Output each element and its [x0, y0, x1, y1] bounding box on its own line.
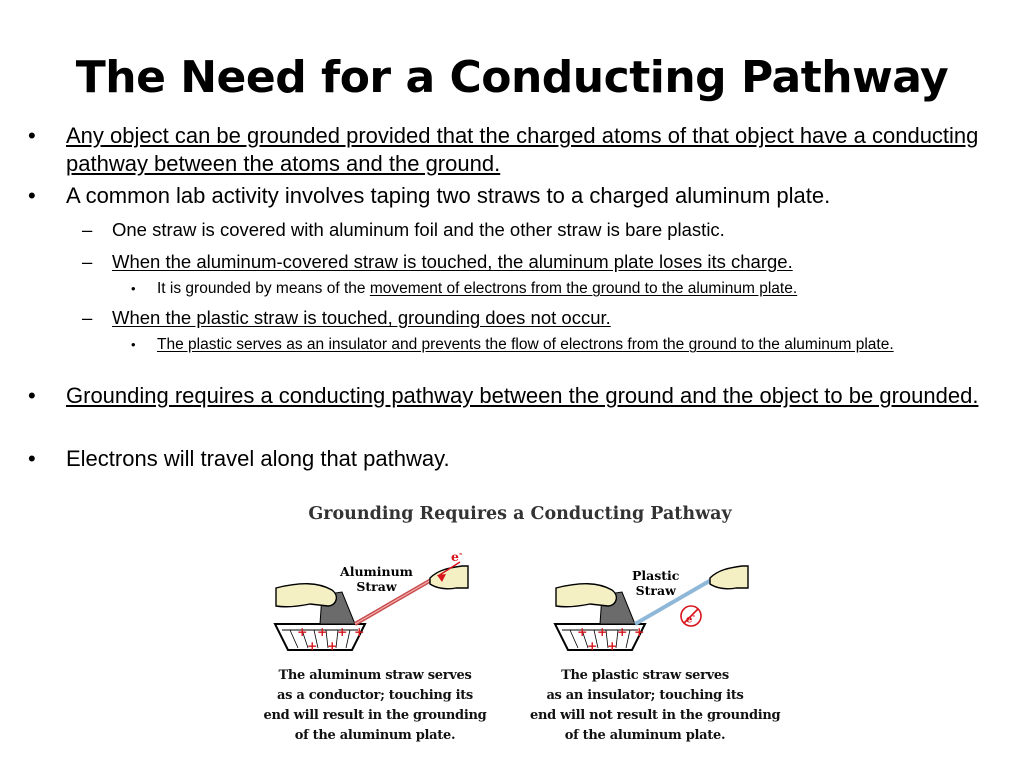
bullet-marker: •	[131, 281, 136, 296]
sub-bullet-straws	[82, 218, 992, 242]
dash-marker: –	[82, 219, 93, 240]
bullet-text: It is grounded by means of the	[157, 280, 370, 297]
bullet-text: The plastic serves as an insulator and prevents the flow of electrons from the ground to the aluminum plate.	[157, 336, 894, 353]
charge-plus: +	[307, 638, 318, 653]
plastic-straw-label: Plastic Straw	[632, 568, 680, 598]
bullet-marker: •	[28, 183, 36, 208]
sub-bullet-aluminum	[82, 250, 992, 274]
sub-sub-bullet-grounded	[131, 280, 977, 298]
bullet-4	[28, 445, 1001, 473]
bullet-text: Grounding requires a conducting pathway between the ground and the object to be grounded.	[66, 383, 979, 408]
charge-plus: +	[597, 624, 608, 639]
charge-plus: +	[607, 638, 618, 653]
bullet-text: Any object can be grounded provided that the charged atoms of that object have a conducting pathway between the atoms and the ground.	[66, 123, 979, 176]
hand-left	[276, 584, 336, 607]
figure-title: Grounding Requires a Conducting Pathway	[308, 504, 732, 524]
bullet-link-text: movement of electrons from the ground to the aluminum plate.	[369, 280, 798, 297]
charge-plus: +	[577, 624, 588, 639]
charge-plus: +	[327, 638, 338, 653]
bullet-marker: •	[28, 446, 36, 471]
bullet-3	[28, 382, 1001, 410]
grounding-figure	[263, 500, 781, 750]
charge-plus: +	[634, 624, 645, 639]
sub-bullet-plastic	[82, 306, 992, 330]
dash-marker: –	[82, 251, 93, 272]
electron-label: e-	[451, 548, 463, 565]
dash-marker: –	[82, 307, 93, 328]
charge-plus: +	[297, 624, 308, 639]
bullet-text: When the plastic straw is touched, grounding does not occur.	[112, 307, 611, 328]
charge-plus: +	[587, 638, 598, 653]
bullet-2	[28, 182, 1001, 210]
charge-plus: +	[617, 624, 628, 639]
right-caption: The plastic straw serves as an insulator; touching its end will not result in the grounding of the aluminum plate.	[530, 668, 781, 743]
charge-plus: +	[337, 624, 348, 639]
bullet-text: A common lab activity involves taping two straws to a charged aluminum plate.	[66, 183, 831, 208]
hand-touch-right	[710, 566, 748, 589]
charge-plus: +	[317, 624, 328, 639]
charge-plus: +	[354, 624, 365, 639]
aluminum-straw-label: Aluminum Straw	[340, 564, 413, 594]
bullet-marker: •	[28, 383, 36, 408]
bullet-text: One straw is covered with aluminum foil and the other straw is bare plastic.	[112, 219, 725, 240]
sub-sub-bullet-insulator	[131, 336, 977, 354]
bullet-text: When the aluminum-covered straw is touched, the aluminum plate loses its charge.	[112, 251, 793, 272]
bullet-text: Electrons will travel along that pathway.	[66, 446, 450, 471]
slide-title: The Need for a Conducting Pathway	[75, 52, 949, 103]
bullet-marker: •	[131, 337, 136, 352]
hand-right	[556, 584, 616, 607]
bullet-marker: •	[28, 123, 36, 148]
blocked-electron-label: e-	[686, 611, 696, 626]
left-caption: The aluminum straw serves as a conductor; touching its end will result in the grounding of the aluminum plate.	[263, 668, 487, 743]
bullet-1	[28, 122, 1001, 178]
